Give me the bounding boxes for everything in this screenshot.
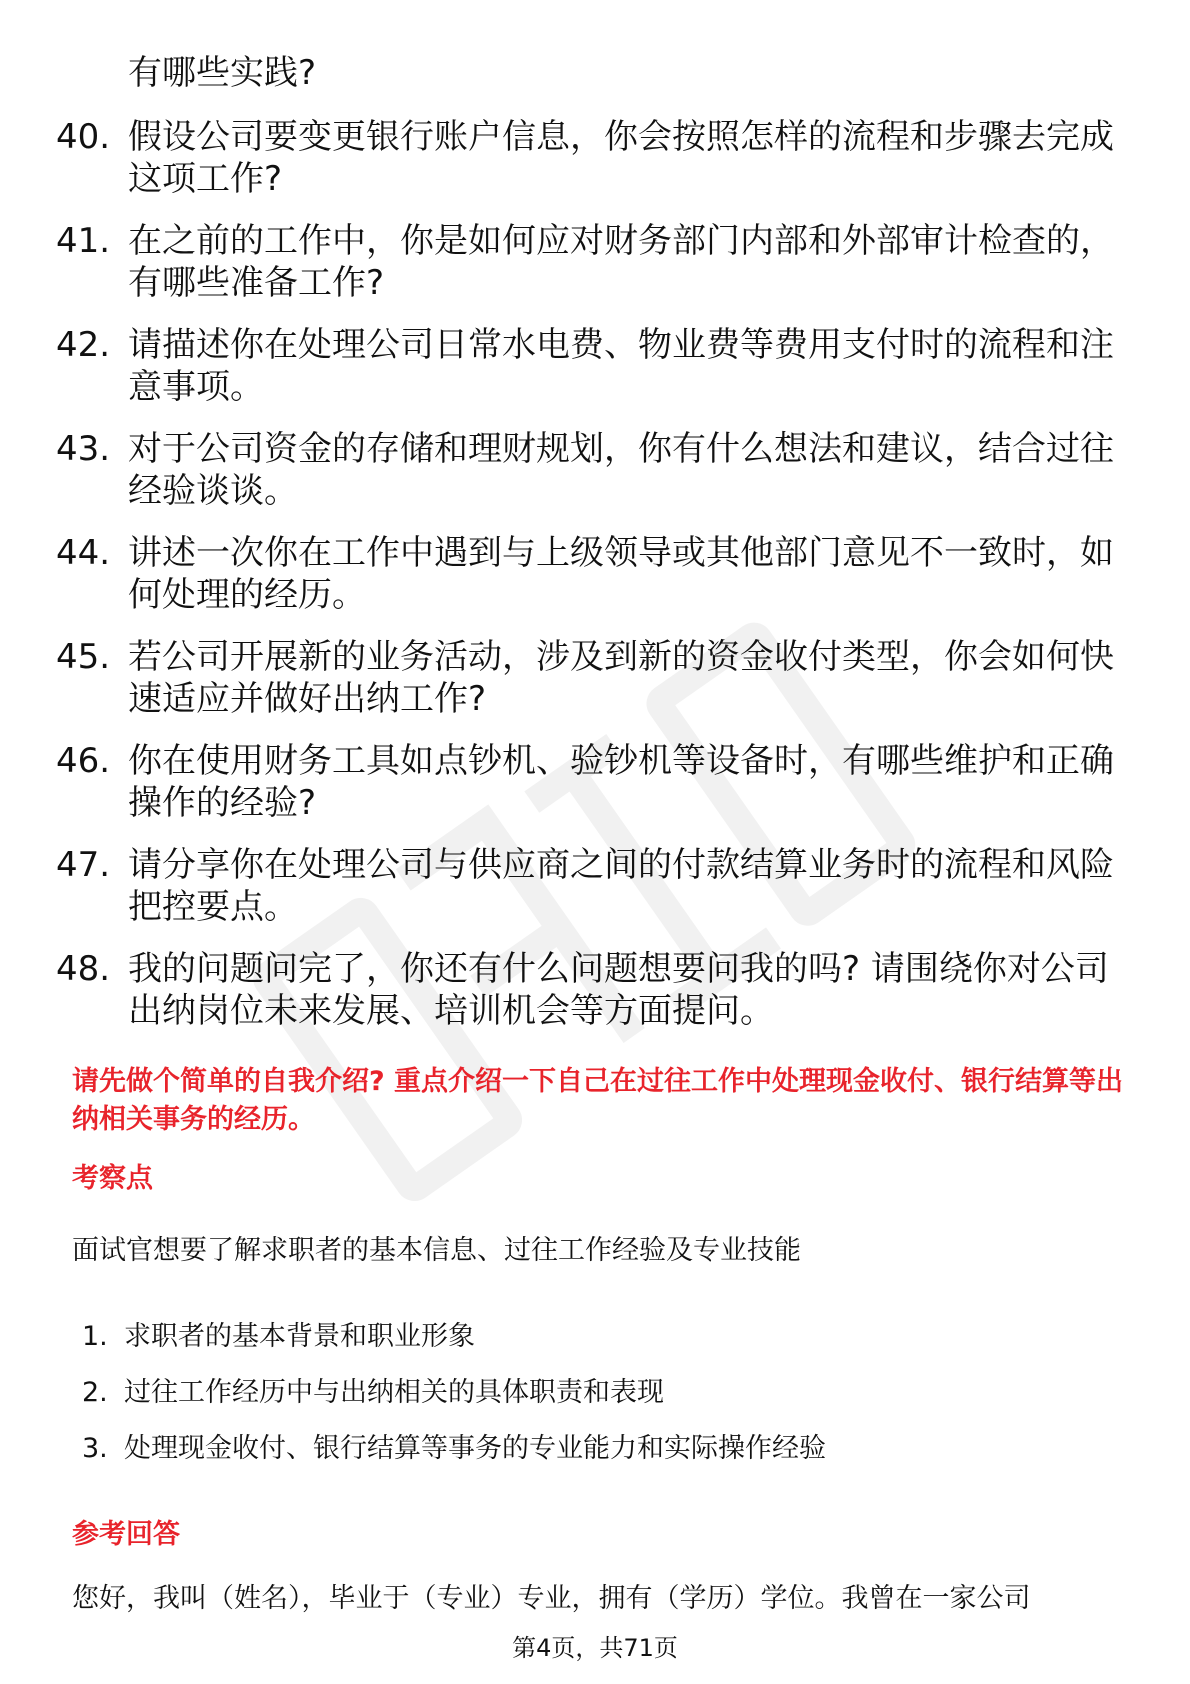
list-item <box>56 844 1126 928</box>
question-text: 请描述你在处理公司日常水电费、物业费等费用支付时的流程和注意事项。 <box>128 325 1114 407</box>
question-number: 47. <box>56 845 111 885</box>
list-item <box>56 116 1126 200</box>
kaocha-intro: 面试官想要了解求职者的基本信息、过往工作经验及专业技能 <box>72 1235 801 1266</box>
list-item <box>82 1430 826 1468</box>
question-text: 我的问题问完了，你还有什么问题想要问我的吗? 请围绕你对公司出纳岗位未来发展、培训机会等方面提问。 <box>128 949 1109 1031</box>
question-text: 请分享你在处理公司与供应商之间的付款结算业务时的流程和风险把控要点。 <box>128 845 1114 927</box>
list-item <box>56 948 1126 1032</box>
point-text: 求职者的基本背景和职业形象 <box>124 1321 475 1352</box>
kaocha-points <box>82 1318 826 1486</box>
question-number: 41. <box>56 221 111 261</box>
point-text: 处理现金收付、银行结算等事务的专业能力和实际操作经验 <box>124 1433 826 1464</box>
question-number: 45. <box>56 637 111 677</box>
point-text: 过往工作经历中与出纳相关的具体职责和表现 <box>124 1377 664 1408</box>
page-footer: 第4页，共71页 <box>512 1634 678 1662</box>
list-item <box>56 324 1126 408</box>
question-number: 44. <box>56 533 111 573</box>
question-text: 有哪些实践? <box>128 53 317 93</box>
list-item <box>56 220 1126 304</box>
question-text: 假设公司要变更银行账户信息，你会按照怎样的流程和步骤去完成这项工作? <box>128 117 1114 199</box>
question-number: 42. <box>56 325 111 365</box>
list-item <box>56 740 1126 824</box>
question-text: 讲述一次你在工作中遇到与上级领导或其他部门意见不一致时，如何处理的经历。 <box>128 533 1114 615</box>
section-label-kaocha: 考察点 <box>72 1163 153 1194</box>
question-number: 46. <box>56 741 111 781</box>
question-number: 48. <box>56 949 111 989</box>
question-text: 你在使用财务工具如点钞机、验钞机等设备时，有哪些维护和正确操作的经验? <box>128 741 1114 823</box>
point-number: 1. <box>82 1321 108 1352</box>
question-number: 43. <box>56 429 111 469</box>
list-item <box>56 636 1126 720</box>
point-number: 2. <box>82 1377 108 1408</box>
answer-text: 您好，我叫（姓名），毕业于（专业）专业，拥有（学历）学位。我曾在一家公司 <box>72 1583 1031 1614</box>
section-label-answer: 参考回答 <box>72 1519 180 1550</box>
question-text: 对于公司资金的存储和理财规划，你有什么想法和建议，结合过往经验谈谈。 <box>128 429 1114 511</box>
point-number: 3. <box>82 1433 108 1464</box>
question-number: 40. <box>56 117 111 157</box>
list-item <box>82 1374 826 1412</box>
list-item <box>56 52 1126 94</box>
question-list <box>56 52 1126 1052</box>
list-item <box>56 428 1126 512</box>
question-text: 若公司开展新的业务活动，涉及到新的资金收付类型，你会如何快速适应并做好出纳工作? <box>128 637 1114 719</box>
list-item <box>56 532 1126 616</box>
question-text: 在之前的工作中，你是如何应对财务部门内部和外部审计检查的，有哪些准备工作? <box>128 221 1114 303</box>
highlight-question: 请先做个简单的自我介绍? 重点介绍一下自己在过往工作中处理现金收付、银行结算等出纳相关事务的经历。 <box>72 1066 1124 1135</box>
list-item <box>82 1318 826 1356</box>
